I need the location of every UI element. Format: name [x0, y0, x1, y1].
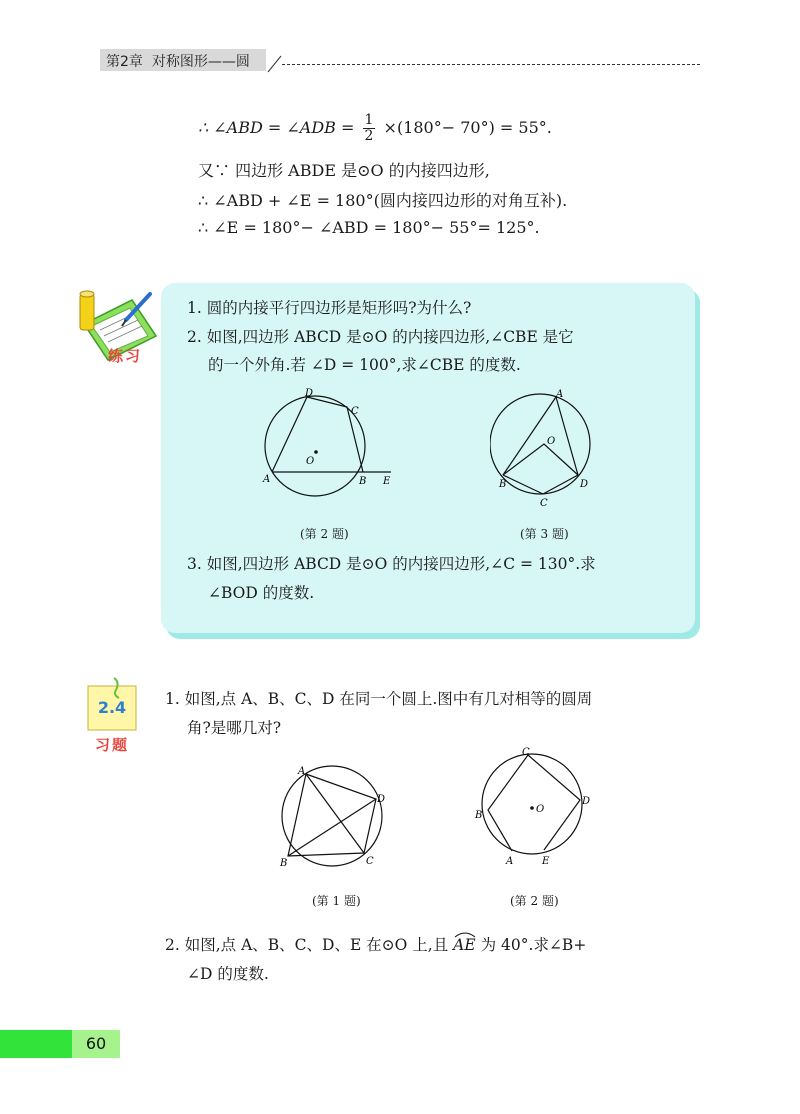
label-b: B: [359, 476, 367, 487]
arc-symbol: [453, 930, 477, 938]
label-d: D: [582, 796, 591, 807]
label-e: E: [383, 476, 391, 487]
exercise-question-1-line-2: 角?是哪几对?: [187, 719, 282, 737]
chapter-number: 第2章: [106, 54, 143, 70]
label-o: O: [536, 804, 545, 815]
exercise-figure-1-caption: (第 1 题): [312, 894, 361, 908]
label-a: A: [263, 474, 271, 485]
exercise-question-2-line-2: ∠D 的度数.: [187, 965, 269, 983]
exercise-badge-number: 2.4: [97, 698, 127, 717]
exercise-figure-2: [472, 746, 598, 870]
exercise-figure-1: [276, 764, 396, 872]
solution-line-3: ∴ ∠ABD + ∠E = 180°(圆内接四边形的对角互补).: [198, 191, 568, 210]
practice-badge-label: 练习: [108, 347, 143, 365]
page-number: 60: [85, 1034, 107, 1053]
practice-question-3-line-2: ∠BOD 的度数.: [208, 584, 315, 602]
label-c: C: [366, 856, 374, 867]
label-d: D: [580, 479, 589, 490]
label-o: O: [306, 456, 315, 467]
exercise-badge-label: 习题: [94, 736, 129, 754]
practice-question-2-line-1: 2. 如图,四边形 ABCD 是⊙O 的内接四边形,∠CBE 是它: [187, 328, 574, 346]
practice-question-1: 1. 圆的内接平行四边形是矩形吗?为什么?: [187, 299, 472, 317]
label-o: O: [547, 436, 556, 447]
label-a: A: [556, 389, 564, 400]
chapter-header: [106, 51, 250, 71]
label-c: C: [522, 747, 530, 758]
label-b: B: [475, 810, 483, 821]
arc-ae: AE: [453, 936, 476, 954]
fraction-one-half: $\frac{1}{2}$: [364, 112, 374, 144]
solution-line-4: ∴ ∠E = 180°− ∠ABD = 180°− 55°= 125°.: [198, 218, 540, 237]
label-b: B: [499, 479, 507, 490]
header-divider: [266, 52, 284, 74]
label-e: E: [542, 856, 550, 867]
page-number-strip: [0, 1030, 72, 1058]
label-a: A: [298, 766, 306, 777]
label-b: B: [280, 858, 288, 869]
solution-line-1: ∴ ∠ABD = ∠ADB = $\frac{1}{2}$ ×(180°− 70°) = 55°.: [198, 112, 552, 144]
practice-question-3-line-1: 3. 如图,四边形 ABCD 是⊙O 的内接四边形,∠C = 130°.求: [187, 555, 596, 573]
chapter-title: 对称图形——圆: [151, 54, 250, 70]
label-a: A: [506, 856, 514, 867]
practice-figure-3: [490, 388, 610, 512]
label-d: D: [377, 794, 386, 805]
solution-line-2: 又∵ 四边形 ABDE 是⊙O 的内接四边形,: [198, 161, 490, 180]
exercise-question-2-line-1: 2. 如图,点 A、B、C、D、E 在⊙O 上,且 AE 为 40°.求∠B+: [165, 933, 586, 955]
practice-question-2-line-2: 的一个外角.若 ∠D = 100°,求∠CBE 的度数.: [208, 356, 521, 374]
label-c: C: [351, 406, 359, 417]
exercise-question-1-line-1: 1. 如图,点 A、B、C、D 在同一个圆上.图中有几对相等的圆周: [165, 690, 593, 708]
label-d: D: [305, 388, 314, 399]
exercise-figure-2-caption: (第 2 题): [510, 894, 559, 908]
practice-figure-3-caption: (第 3 题): [520, 527, 569, 541]
label-c: C: [540, 498, 548, 509]
practice-figure-2: [255, 388, 405, 508]
header-dashed-rule: [282, 64, 700, 65]
practice-figure-2-caption: (第 2 题): [300, 527, 349, 541]
